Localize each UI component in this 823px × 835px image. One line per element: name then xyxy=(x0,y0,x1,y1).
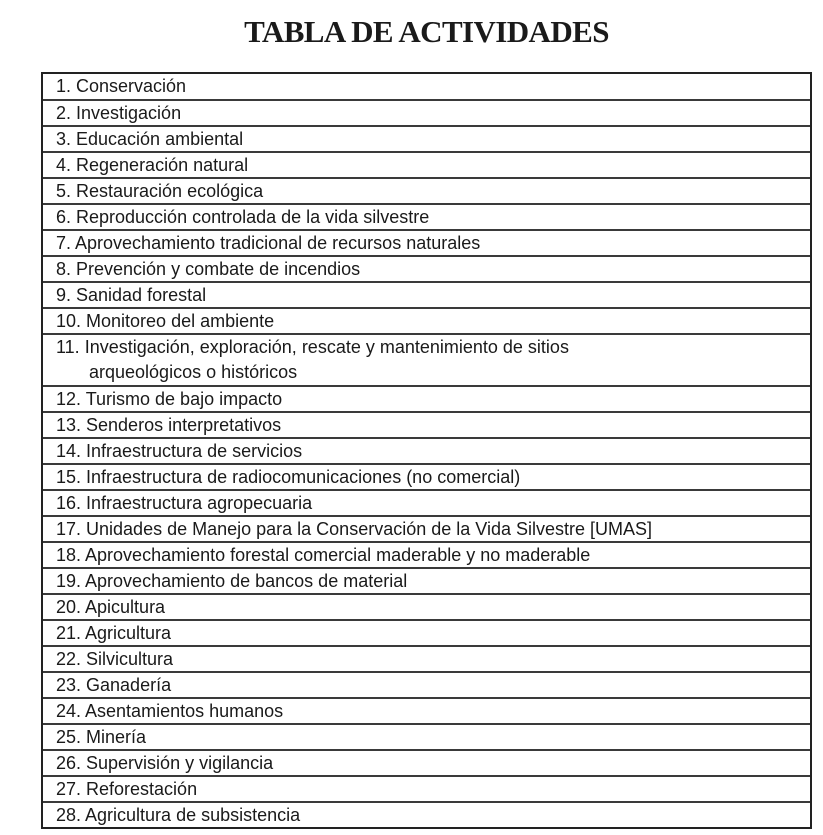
table-row xyxy=(43,671,810,697)
activity-label: 1. Conservación xyxy=(56,76,187,96)
table-row xyxy=(43,255,810,281)
activity-label: 11. Investigación, exploración, rescate y mantenimiento de sitios xyxy=(56,337,569,357)
activity-label: 25. Minería xyxy=(56,727,147,747)
activities-table xyxy=(41,72,812,829)
activity-label: 27. Reforestación xyxy=(56,779,198,799)
activity-label: 20. Apicultura xyxy=(56,597,166,617)
table-row xyxy=(43,307,810,333)
activity-label: 22. Silvicultura xyxy=(56,649,174,669)
activity-label-continuation: arqueológicos o históricos xyxy=(89,362,298,382)
activity-label: 14. Infraestructura de servicios xyxy=(56,441,303,461)
activity-label: 15. Infraestructura de radiocomunicaciones (no comercial) xyxy=(56,467,521,487)
table-row xyxy=(43,203,810,229)
table-row xyxy=(43,463,810,489)
table-row xyxy=(43,645,810,671)
table-row xyxy=(43,229,810,255)
table-row xyxy=(43,437,810,463)
table-row xyxy=(43,385,810,411)
activity-label: 13. Senderos interpretativos xyxy=(56,415,282,435)
activity-label: 9. Sanidad forestal xyxy=(56,285,207,305)
activity-label: 23. Ganadería xyxy=(56,675,172,695)
table-row xyxy=(43,489,810,515)
table-row xyxy=(43,801,810,827)
activity-label: 3. Educación ambiental xyxy=(56,129,244,149)
table-row xyxy=(43,775,810,801)
table-row xyxy=(43,749,810,775)
table-row xyxy=(43,125,810,151)
table-row xyxy=(43,697,810,723)
activity-label: 6. Reproducción controlada de la vida silvestre xyxy=(56,207,430,227)
table-row xyxy=(43,74,810,99)
activity-label: 4. Regeneración natural xyxy=(56,155,249,175)
activity-label: 2. Investigación xyxy=(56,103,182,123)
activity-label: 16. Infraestructura agropecuaria xyxy=(56,493,313,513)
table-row xyxy=(43,333,810,385)
table-row xyxy=(43,177,810,203)
table-row xyxy=(43,151,810,177)
table-row xyxy=(43,593,810,619)
table-row xyxy=(43,411,810,437)
activity-label: 18. Aprovechamiento forestal comercial maderable y no maderable xyxy=(56,545,591,565)
table-row xyxy=(43,567,810,593)
page-title: TABLA DE ACTIVIDADES xyxy=(244,14,609,49)
table-row xyxy=(43,515,810,541)
activity-label: 19. Aprovechamiento de bancos de material xyxy=(56,571,408,591)
table-row xyxy=(43,541,810,567)
activity-label: 8. Prevención y combate de incendios xyxy=(56,259,361,279)
activity-label: 5. Restauración ecológica xyxy=(56,181,264,201)
activity-label: 24. Asentamientos humanos xyxy=(56,701,284,721)
activity-label: 17. Unidades de Manejo para la Conservación de la Vida Silvestre [UMAS] xyxy=(56,519,652,539)
activity-label: 10. Monitoreo del ambiente xyxy=(56,311,275,331)
activity-label: 26. Supervisión y vigilancia xyxy=(56,753,274,773)
table-row xyxy=(43,281,810,307)
table-row xyxy=(43,99,810,125)
activity-label: 7. Aprovechamiento tradicional de recursos naturales xyxy=(56,233,481,253)
activity-label: 28. Agricultura de subsistencia xyxy=(56,805,301,825)
activity-label: 12. Turismo de bajo impacto xyxy=(56,389,283,409)
activity-label: 21. Agricultura xyxy=(56,623,172,643)
table-row xyxy=(43,619,810,645)
table-row xyxy=(43,723,810,749)
